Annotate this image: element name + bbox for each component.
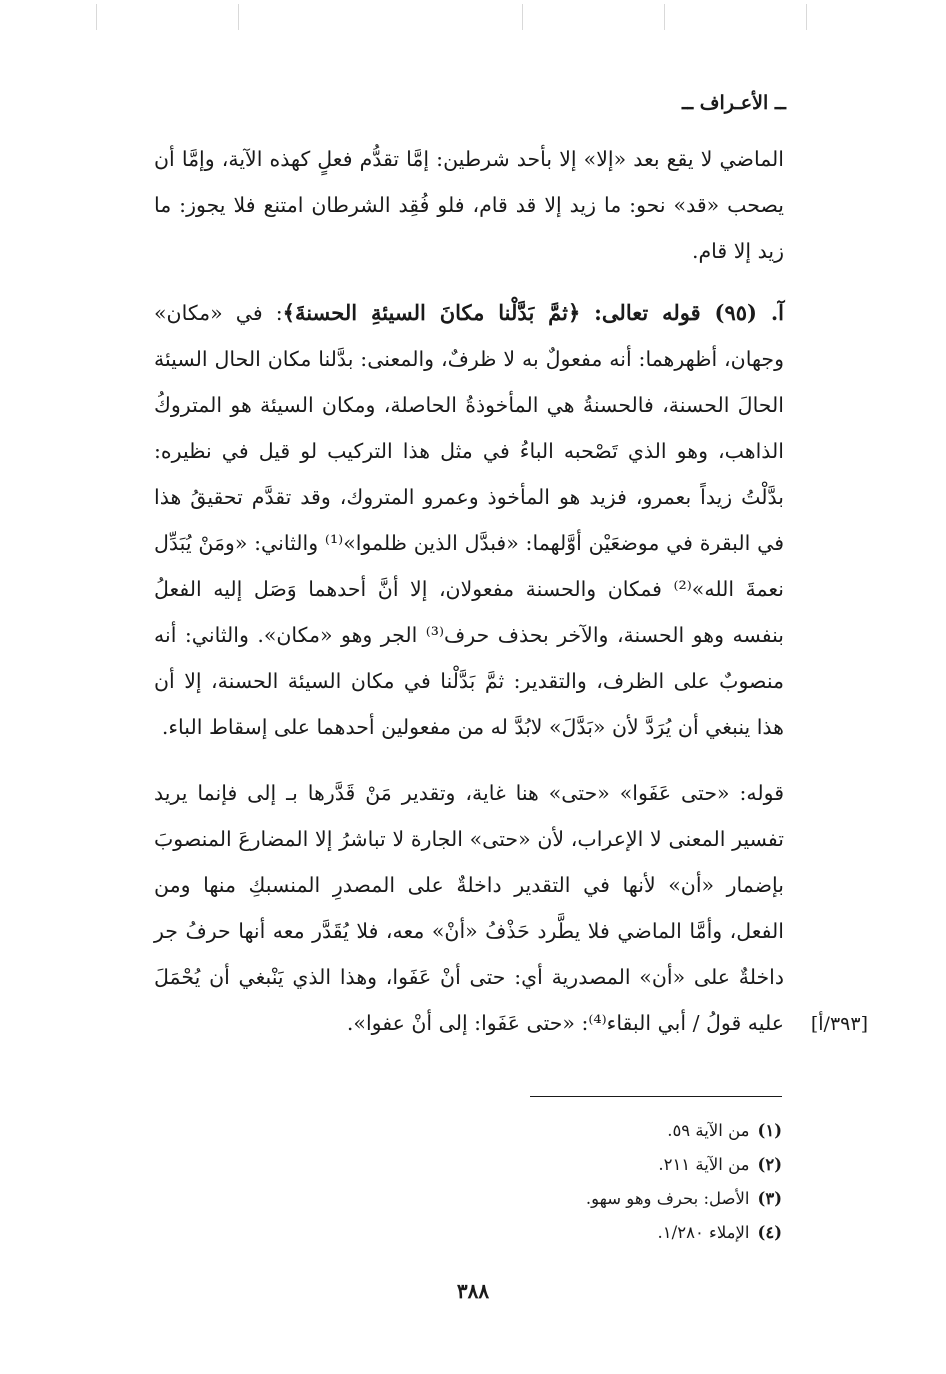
footnote-text: الأصل: بحرف وهو سهو.	[585, 1189, 750, 1208]
main-text	[154, 136, 784, 1046]
footnote-text: من الآية ٥٩.	[667, 1121, 750, 1140]
footnote-number: (١)	[757, 1121, 782, 1140]
footnote	[422, 1216, 782, 1250]
footnote	[422, 1148, 782, 1182]
paragraph-2-text: : في «مكان» وجهان، أظهرهما: أنه مفعولٌ به لا ظرفٌ، والمعنى: بدَّلنا مكان الحال السيئة الحالَ الحسنة، فالحسنةُ هي المأخوذةُ الحاصلة، ومكان السيئة هو المتروكُ الذاهب، وهو الذي تَصْحبه الباءُ في مثل هذا التركيب لو قيل في نظيره: بدَّلْتُ زيداً بعمرو، فزيد هو المأخوذ وعمرو المتروك، وقد تقدَّم تحقيقُ هذا في البقرة في موضعَيْن أوَّلهما: «فبدَّل الذين ظلموا»⁽¹⁾ والثاني: «ومَنْ يُبَدِّل نعمةَ الله»⁽²⁾ فمكان والحسنة مفعولان، إلا أنَّ أحدهما وَصَل إليه الفعلُ بنفسه وهو الحسنة، والآخر بحذف حرف⁽³⁾ الجر وهو «مكان». والثاني: أنه منصوبٌ على الظرف، والتقدير: ثمَّ بَدَّلْنا في مكان السيئة الحسنة، إلا أن هذا ينبغي أن يُرَدَّ لأن «بَدَّلَ» لابُدَّ له من مفعولين أحدهما على إسقاط الباء.	[154, 301, 784, 739]
scan-mark	[522, 4, 523, 30]
paragraph-3: قوله: «حتى عَفَوا» «حتى» هنا غاية، وتقدير مَنْ قَدَّرها بـ إلى فإنما يريد تفسير المعنى لا الإعراب، لأن «حتى» الجارة لا تباشرُ إلا المضارعَ المنصوبَ بإضمار «أن» لأنها في التقدير داخلةٌ على المصدرِ المنسبكِ منها ومن الفعل، وأمَّا الماضي فلا يطَّرد حَذْفُ «أنْ» معه، فلا يُقَدَّر معه أنها حرفُ جر داخلةٌ على «أن» المصدرية أي: حتى أنْ عَفَوا، وهذا الذي يَنْبغي أن يُحْمَلَ عليه قولُ / أبي البقاء⁽⁴⁾: «حتى عَفَوا: إلى أنْ عفوا».	[154, 781, 784, 1035]
scan-mark	[664, 4, 665, 30]
footnote-text: من الآية ٢١١.	[658, 1155, 750, 1174]
footnote	[422, 1182, 782, 1216]
paragraph-2	[154, 290, 784, 750]
footnote-number: (٤)	[757, 1223, 782, 1242]
scan-mark	[806, 4, 807, 30]
footnotes	[422, 1114, 782, 1250]
footnote	[422, 1114, 782, 1148]
footnote-number: (٢)	[757, 1155, 782, 1174]
running-head: ــ الأعـراف ــ	[682, 92, 786, 114]
footnote-text: الإملاء ١/٢٨٠.	[657, 1223, 750, 1242]
page-number: ٣٨٨	[456, 1279, 490, 1303]
verse-heading: آ. (٩٥) قوله تعالى: ﴿ثمَّ بَدَّلْنا مكانَ السيئةِ الحسنةَ﴾	[282, 300, 784, 325]
footnote-divider	[530, 1096, 782, 1097]
footnote-number: (٣)	[757, 1189, 782, 1208]
paragraph-1: الماضي لا يقع بعد «إلا» إلا بأحد شرطين: إمَّا تقدُّم فعلٍ كهذه الآية، وإمَّا أن يصحب «قد» نحو: ما زيد إلا قد قام، فلو فُقِد الشرطان امتنع فلا يجوز: ما زيد إلا قام.	[154, 147, 784, 263]
manuscript-folio-reference: [٣٩٣/أ]	[810, 1013, 868, 1035]
scan-mark	[238, 4, 239, 30]
scan-mark	[96, 4, 97, 30]
